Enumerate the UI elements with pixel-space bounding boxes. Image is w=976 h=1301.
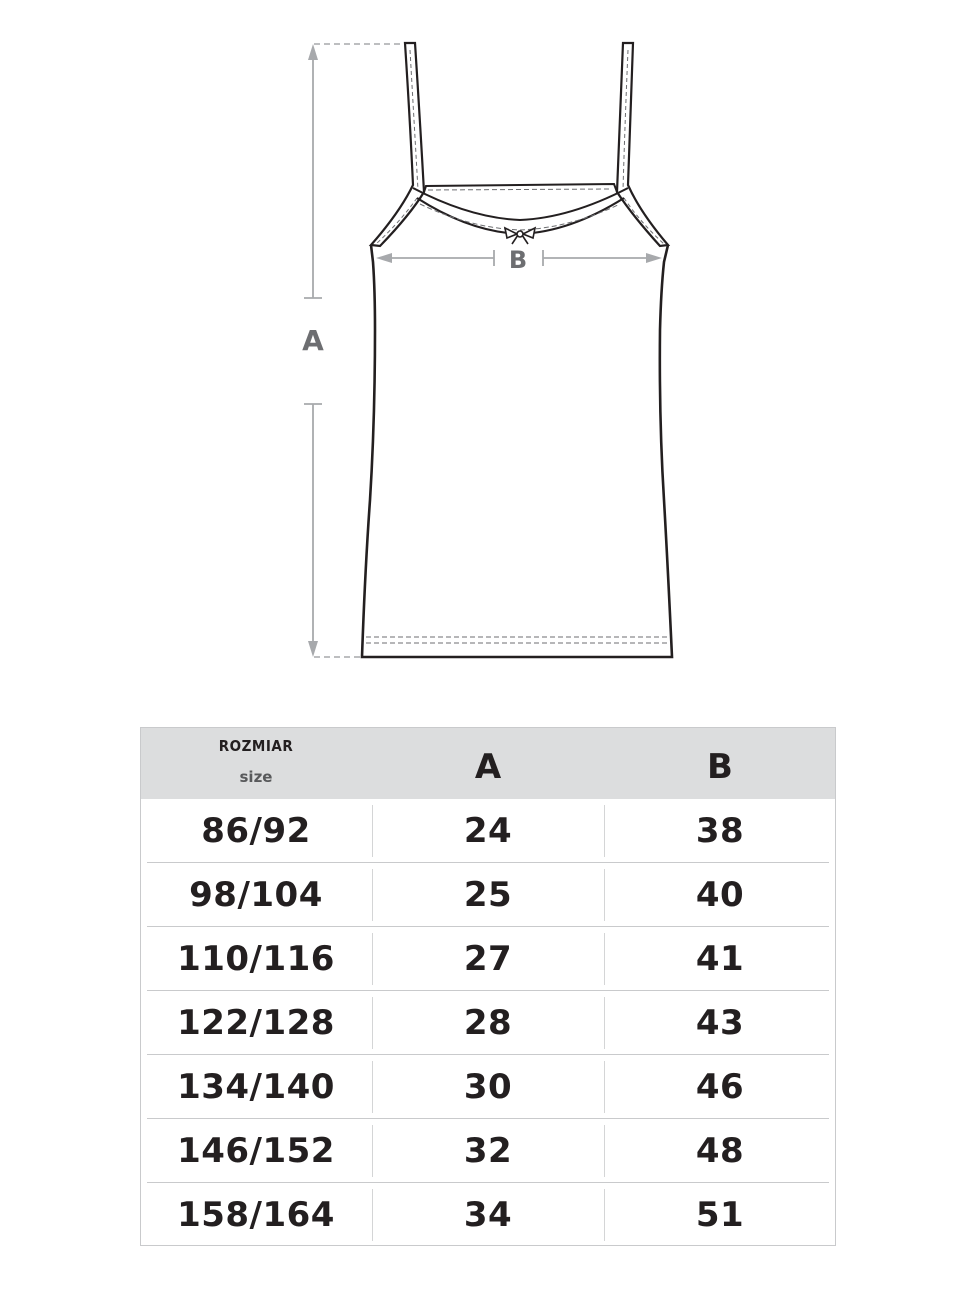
table-row	[141, 1183, 835, 1247]
table-row	[141, 863, 835, 927]
cell-size: 158/164	[177, 1195, 335, 1235]
cell-b: 41	[695, 939, 745, 979]
table-row	[141, 799, 835, 863]
cell-a: 25	[463, 875, 513, 915]
table-row	[141, 1055, 835, 1119]
cell-b: 43	[695, 1003, 745, 1043]
table-header	[141, 728, 835, 799]
cell-b: 46	[695, 1067, 745, 1107]
cell-size: 146/152	[177, 1131, 335, 1171]
header-b: B	[707, 747, 733, 787]
bow-icon	[505, 228, 535, 244]
dimension-b-label: B	[508, 246, 528, 274]
cell-size: 86/92	[201, 811, 311, 851]
cell-a: 34	[463, 1195, 513, 1235]
back-neckline	[424, 184, 617, 192]
cell-b: 48	[695, 1131, 745, 1171]
left-strap	[371, 43, 424, 246]
size-table	[140, 727, 836, 1246]
cell-a: 30	[463, 1067, 513, 1107]
table-row	[141, 991, 835, 1055]
cell-a: 28	[463, 1003, 513, 1043]
cell-a: 24	[463, 811, 513, 851]
cell-size: 110/116	[177, 939, 335, 979]
cell-b: 51	[695, 1195, 745, 1235]
dimension-a-label: A	[302, 324, 324, 357]
cell-b: 40	[695, 875, 745, 915]
cell-size: 98/104	[189, 875, 323, 915]
cell-b: 38	[695, 811, 745, 851]
cell-a: 32	[463, 1131, 513, 1171]
table-body	[141, 799, 835, 1247]
tank-body-outline	[362, 245, 672, 657]
header-size-label: ROZMIAR	[218, 737, 294, 755]
cell-size: 134/140	[177, 1067, 335, 1107]
cell-size: 122/128	[177, 1003, 335, 1043]
table-row	[141, 1119, 835, 1183]
header-size-sublabel: size	[239, 768, 273, 786]
header-a: A	[474, 747, 502, 787]
table-row	[141, 927, 835, 991]
cell-a: 27	[463, 939, 513, 979]
